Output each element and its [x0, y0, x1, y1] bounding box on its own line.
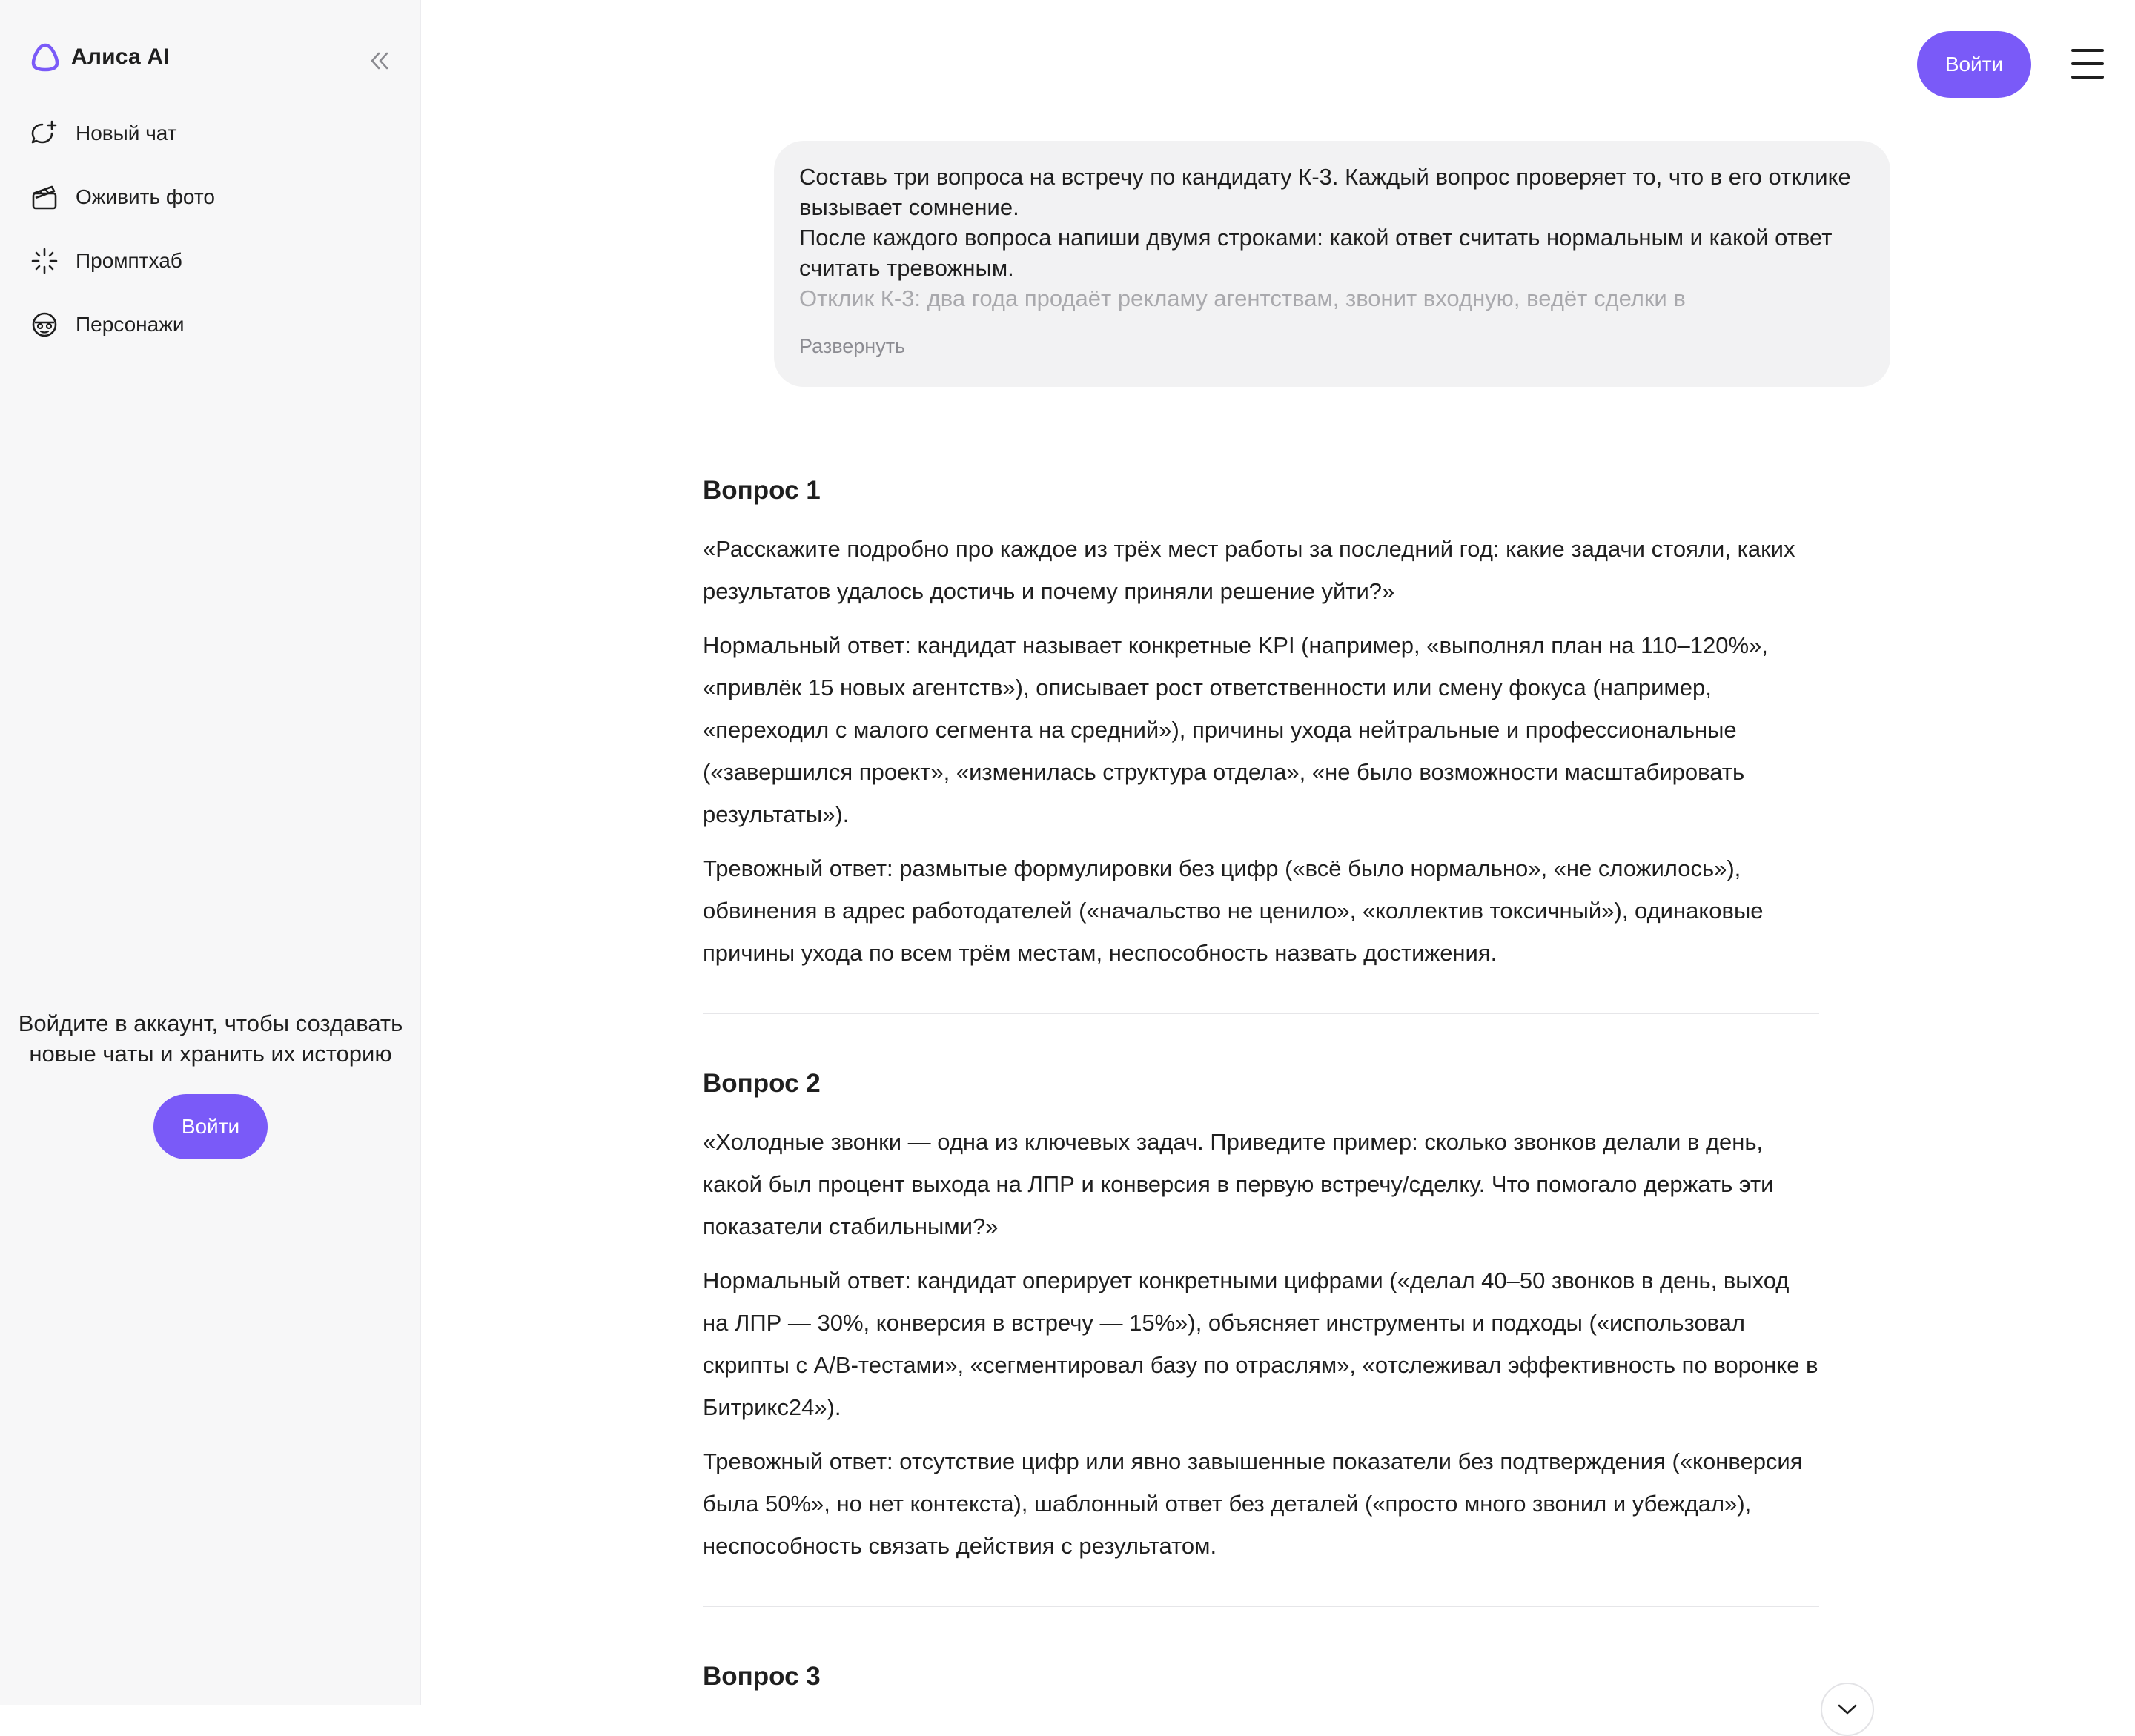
- expand-message-link[interactable]: Развернуть: [799, 335, 906, 357]
- alice-logo-icon: [30, 42, 61, 73]
- brand[interactable]: [30, 42, 170, 73]
- question-block: [703, 1660, 1819, 1693]
- question-text: «Расскажите подробно про каждое из трёх мест работы за последний год: какие задачи стояли, каких результатов удалось достичь и почему приняли решение уйти?»: [703, 536, 1795, 604]
- sidebar-item-label: Новый чат: [76, 122, 177, 145]
- sidebar-item-animate-photo[interactable]: [30, 176, 215, 218]
- question-title: Вопрос 2: [703, 1069, 821, 1098]
- sidebar-item-new-chat[interactable]: [30, 113, 215, 154]
- sidebar: [0, 0, 421, 1705]
- sidebar-item-label: Персонажи: [76, 313, 185, 336]
- question-title: Вопрос 3: [703, 1662, 821, 1691]
- user-message-line: После каждого вопроса напиши двумя строками: какой ответ считать нормальным и какой ответ считать тревожным.: [799, 225, 1833, 281]
- hamburger-menu-icon[interactable]: [2071, 49, 2104, 79]
- sidebar-login-button[interactable]: Войти: [153, 1094, 268, 1159]
- character-mask-icon: [30, 310, 59, 339]
- app-title: Алиса AI: [71, 44, 170, 69]
- question-title: Вопрос 1: [703, 476, 821, 505]
- sidebar-login-box: [18, 1008, 403, 1159]
- user-message-text: [799, 162, 1865, 325]
- double-chevron-left-icon: [368, 51, 391, 70]
- divider: [703, 1606, 1819, 1607]
- user-message-line-truncated: Отклик К-3: два года продаёт рекламу агентствам, звонит входную, ведёт сделки в: [799, 285, 1686, 311]
- normal-answer-text: Нормальный ответ: кандидат оперирует конкретными цифрами («делал 40–50 звонков в день, выход на ЛПР — 30%, конверсия в встречу — 15%»), объясняет инструменты и подходы («использовал скрипты с A/B-тестами», «сегментировал базу по отраслям», «отслеживал эффективность по воронке в Битрикс24»).: [703, 1268, 1818, 1420]
- user-message-line: Составь три вопроса на встречу по кандидату К-3. Каждый вопрос проверяет то, что в его отклике вызывает сомнение.: [799, 164, 1851, 220]
- sidebar-item-label: Промптхаб: [76, 249, 182, 272]
- user-message-bubble: [774, 141, 1890, 387]
- assistant-answer: [703, 474, 1819, 1714]
- login-prompt-text: Войдите в аккаунт, чтобы создавать новые чаты и хранить их историю: [18, 1010, 403, 1067]
- question-block: [703, 1067, 1819, 1567]
- question-text: «Холодные звонки — одна из ключевых задач. Приведите пример: сколько звонков делали в день, какой был процент выхода на ЛПР и конверсия в первую встречу/сделку. Что помогало держать эти показатели стабильными?»: [703, 1129, 1774, 1239]
- alarming-answer-text: Тревожный ответ: размытые формулировки без цифр («всё было нормально», «не сложилось»), обвинения в адрес работодателей («начальство не ценило», «коллектив токсичный»), одинаковые причины ухода по всем трём местам, неспособность назвать достижения.: [703, 855, 1764, 966]
- normal-answer-text: Нормальный ответ: кандидат называет конкретные KPI (например, «выполнял план на 110–120%», «привлёк 15 новых агентств»), описывает рост ответственности или смену фокуса (например, «переходил с малого сегмента на средний»), причины ухода нейтральные и профессиональные («завершился проект», «изменилась структура отдела», «не было возможности масштабировать результаты»).: [703, 632, 1768, 827]
- alarming-answer-text: Тревожный ответ: отсутствие цифр или явно завышенные показатели без подтверждения («конверсия была 50%», но нет контекста), шаблонный ответ без деталей («просто много звонил и убеждал»), неспособность связать действия с результатом.: [703, 1448, 1803, 1559]
- collapse-sidebar-button[interactable]: [365, 46, 394, 76]
- new-chat-icon: [30, 119, 59, 148]
- divider: [703, 1013, 1819, 1014]
- question-block: [703, 474, 1819, 974]
- header-login-button[interactable]: Войти: [1917, 31, 2031, 98]
- sidebar-nav: [30, 113, 215, 368]
- sidebar-item-label: Оживить фото: [76, 185, 215, 208]
- sidebar-item-prompthub[interactable]: [30, 240, 215, 282]
- scroll-to-bottom-button[interactable]: [1821, 1683, 1874, 1736]
- sidebar-item-characters[interactable]: [30, 304, 215, 345]
- sparkle-burst-icon: [30, 246, 59, 276]
- clapperboard-icon: [30, 182, 59, 212]
